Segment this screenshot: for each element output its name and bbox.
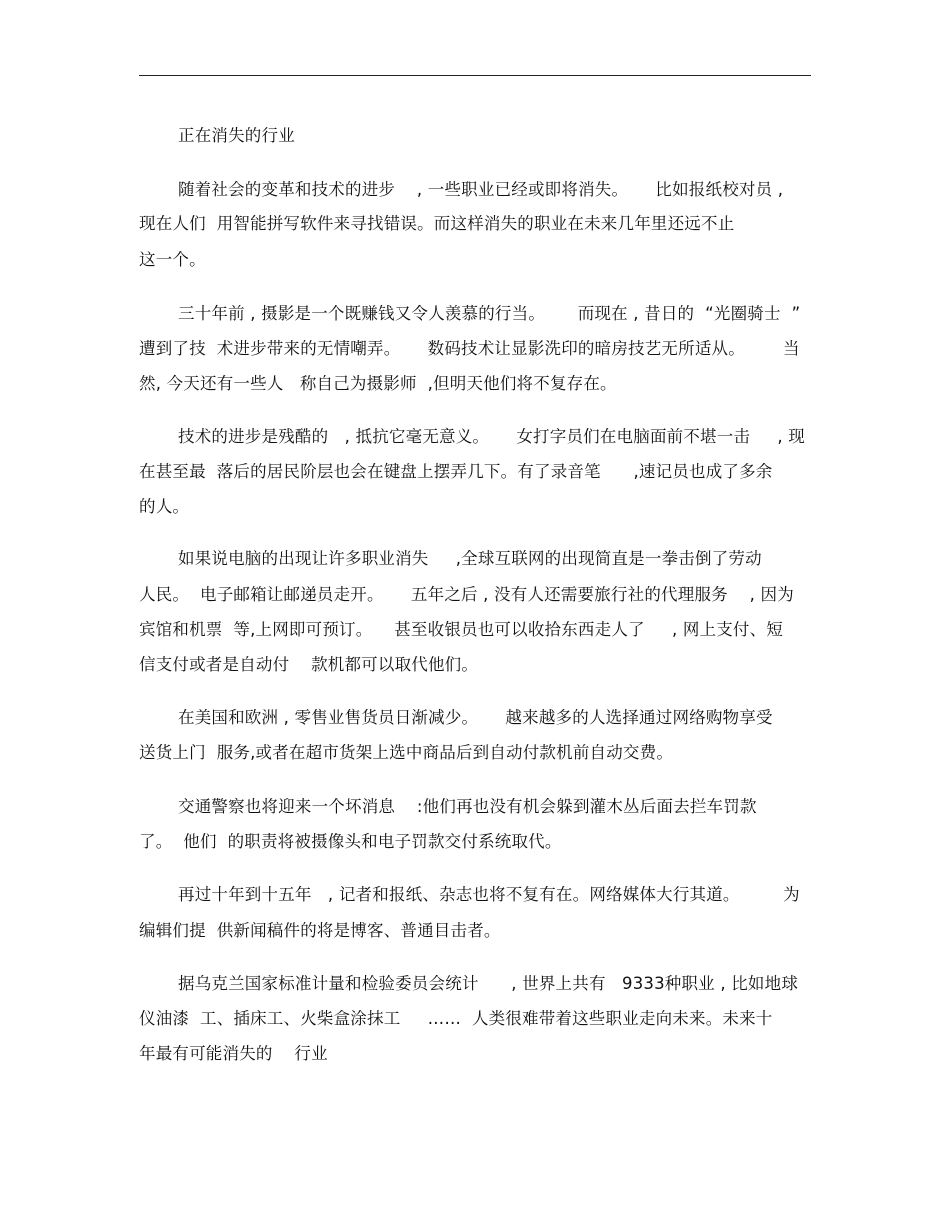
paragraph-4-line-4: 信支付或者是自动付 款机都可以取代他们。 bbox=[139, 655, 479, 674]
paragraph-6-line-1: 交通警察也将迎来一个坏消息 :他们再也没有机会躲到灌木丛后面去拦车罚款 bbox=[178, 797, 757, 816]
header-rule bbox=[139, 75, 811, 76]
paragraph-6-line-2: 了。 他们 的职责将被摄像头和电子罚款交付系统取代。 bbox=[139, 832, 562, 851]
paragraph-1-line-2: 现在人们 用智能拼写软件来寻找错误。而这样消失的职业在未来几年里还远不止 bbox=[139, 214, 735, 233]
paragraph-3-line-2: 在甚至最 落后的居民阶层也会在键盘上摆弄几下。有了录音笔 ,速记员也成了多余 bbox=[139, 462, 773, 481]
paragraph-2-line-2: 遭到了技 术进步带来的无情嘲弄。 数码技术让显影洗印的暗房技艺无所适从。 当 bbox=[139, 339, 800, 358]
paragraph-3-line-3: 的人。 bbox=[139, 497, 190, 516]
paragraph-5-line-1: 在美国和欧洲 , 零售业售货员日渐减少。 越来越多的人选择通过网络购物享受 bbox=[178, 708, 773, 727]
paragraph-4-line-1: 如果说电脑的出现让许多职业消失 ,全球互联网的出现简直是一拳击倒了劳动 bbox=[178, 549, 762, 568]
paragraph-7-line-1: 再过十年到十五年 , 记者和报纸、杂志也将不复有在。网络媒体大行其道。 为 bbox=[178, 885, 800, 904]
paragraph-7-line-2: 编辑们提 供新闻稿件的将是博客、普通目击者。 bbox=[139, 921, 501, 940]
paragraph-1-line-3: 这一个。 bbox=[139, 250, 206, 269]
paragraph-4-line-2: 人民。 电子邮箱让邮递员走开。 五年之后 , 没有人还需要旅行社的代理服务 , 因为 bbox=[139, 585, 794, 604]
paragraph-2-line-3: 然, 今天还有一些人 称自己为摄影师 ,但明天他们将不复存在。 bbox=[139, 374, 617, 393]
paragraph-4-line-3: 宾馆和机票 等,上网即可预订。 甚至收银员也可以收拾东西走人了 , 网上支付、短 bbox=[139, 620, 784, 639]
paragraph-1-line-1: 随着社会的变革和技术的进步 , 一些职业已经或即将消失。 比如报纸校对员 , bbox=[178, 180, 784, 199]
paragraph-8-line-2: 仪油漆 工、插床工、火柴盒涂抹工 …… 人类很难带着这些职业走向未来。未来十 bbox=[139, 1009, 773, 1028]
paragraph-3-line-1: 技术的进步是残酷的 , 抵抗它毫无意义。 女打字员们在电脑面前不堪一击 , 现 bbox=[178, 427, 805, 446]
paragraph-5-line-2: 送货上门 服务,或者在超市货架上选中商品后到自动付款机前自动交费。 bbox=[139, 743, 674, 762]
document-title: 正在消失的行业 bbox=[178, 126, 295, 145]
paragraph-2-line-1: 三十年前 , 摄影是一个既赚钱又令人羡慕的行当。 而现在 , 昔日的 “光圈骑士 ” bbox=[178, 304, 801, 323]
paragraph-8-line-1: 据乌克兰国家标准计量和检验委员会统计 , 世界上共有 9333种职业 , 比如地球 bbox=[178, 974, 799, 993]
paragraph-8-line-3: 年最有可能消失的 行业 bbox=[139, 1044, 328, 1063]
